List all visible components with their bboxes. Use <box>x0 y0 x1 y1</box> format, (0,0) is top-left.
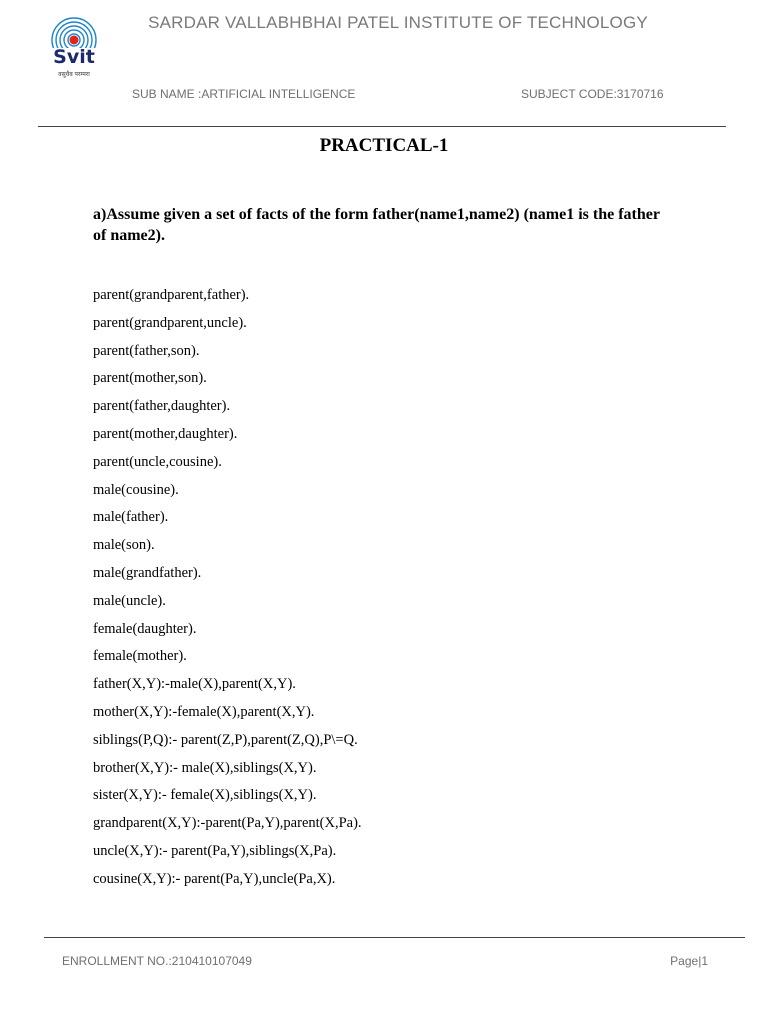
code-line: parent(father,son). <box>93 342 200 359</box>
prolog-code <box>93 285 362 897</box>
code-line: grandparent(X,Y):-parent(Pa,Y),parent(X,Pa). <box>93 815 362 832</box>
page-title: PRACTICAL-1 <box>319 135 449 156</box>
code-line: male(uncle). <box>93 592 166 609</box>
code-line: male(cousine). <box>93 481 179 498</box>
code-line: cousine(X,Y):- parent(Pa,Y),uncle(Pa,X). <box>93 870 336 887</box>
enrollment-number: ENROLLMENT NO.:210410107049 <box>62 954 252 968</box>
code-line: parent(father,daughter). <box>93 398 231 415</box>
header-divider <box>38 126 726 127</box>
code-line: father(X,Y):-male(X),parent(X,Y). <box>93 676 296 693</box>
code-line: parent(uncle,cousine). <box>93 453 222 470</box>
code-line: brother(X,Y):- male(X),siblings(X,Y). <box>93 759 317 776</box>
logo-tagline: वसुधैव परम्परा <box>58 71 90 78</box>
page-number: Page|1 <box>670 954 708 968</box>
code-line: uncle(X,Y):- parent(Pa,Y),siblings(X,Pa). <box>93 842 337 859</box>
subject-code: SUBJECT CODE:3170716 <box>521 87 664 101</box>
code-line: male(grandfather). <box>93 564 202 581</box>
logo-wordmark: Svit <box>53 46 95 68</box>
code-line: male(son). <box>93 537 155 554</box>
code-line: parent(grandparent,father). <box>93 287 250 303</box>
code-line: female(mother). <box>93 648 187 665</box>
code-line: siblings(P,Q):- parent(Z,P),parent(Z,Q),P\=Q. <box>93 731 358 748</box>
code-line: parent(mother,daughter). <box>93 425 238 442</box>
code-line: male(father). <box>93 509 169 526</box>
institute-logo <box>34 14 114 84</box>
question-text: a)Assume given a set of facts of the form father(name1,name2) (name1 is the father of name2). <box>93 206 660 244</box>
footer-divider <box>44 937 745 938</box>
code-line: female(daughter). <box>93 620 197 637</box>
code-line: mother(X,Y):-female(X),parent(X,Y). <box>93 703 315 720</box>
code-line: parent(mother,son). <box>93 370 207 387</box>
code-line: parent(grandparent,uncle). <box>93 314 247 331</box>
code-line: sister(X,Y):- female(X),siblings(X,Y). <box>93 787 317 804</box>
institute-name: SARDAR VALLABHBHAI PATEL INSTITUTE OF TECHNOLOGY <box>148 13 648 32</box>
subject-name: SUB NAME :ARTIFICIAL INTELLIGENCE <box>132 87 356 101</box>
